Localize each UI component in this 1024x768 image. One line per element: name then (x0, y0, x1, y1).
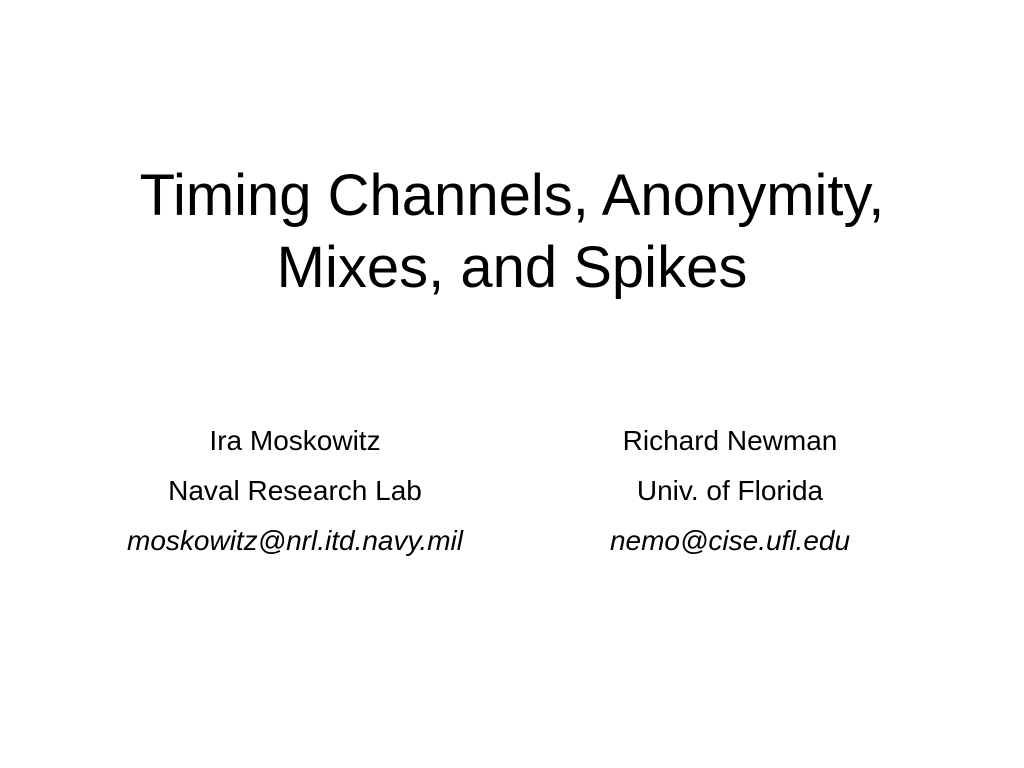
author-email: nemo@cise.ufl.edu (609, 525, 851, 556)
author-block-moskowitz (60, 416, 530, 566)
author-name: Richard Newman (622, 425, 838, 456)
title-line-2: Mixes, and Spikes (276, 235, 748, 300)
author-name: Ira Moskowitz (209, 425, 381, 456)
title-line-1: Timing Channels, Anonymity, (139, 163, 885, 228)
slide-title (40, 160, 984, 304)
author-email: moskowitz@nrl.itd.navy.mil (127, 525, 463, 556)
author-affiliation: Naval Research Lab (168, 475, 422, 506)
author-affiliation: Univ. of Florida (636, 475, 824, 506)
author-block-newman (540, 416, 920, 566)
